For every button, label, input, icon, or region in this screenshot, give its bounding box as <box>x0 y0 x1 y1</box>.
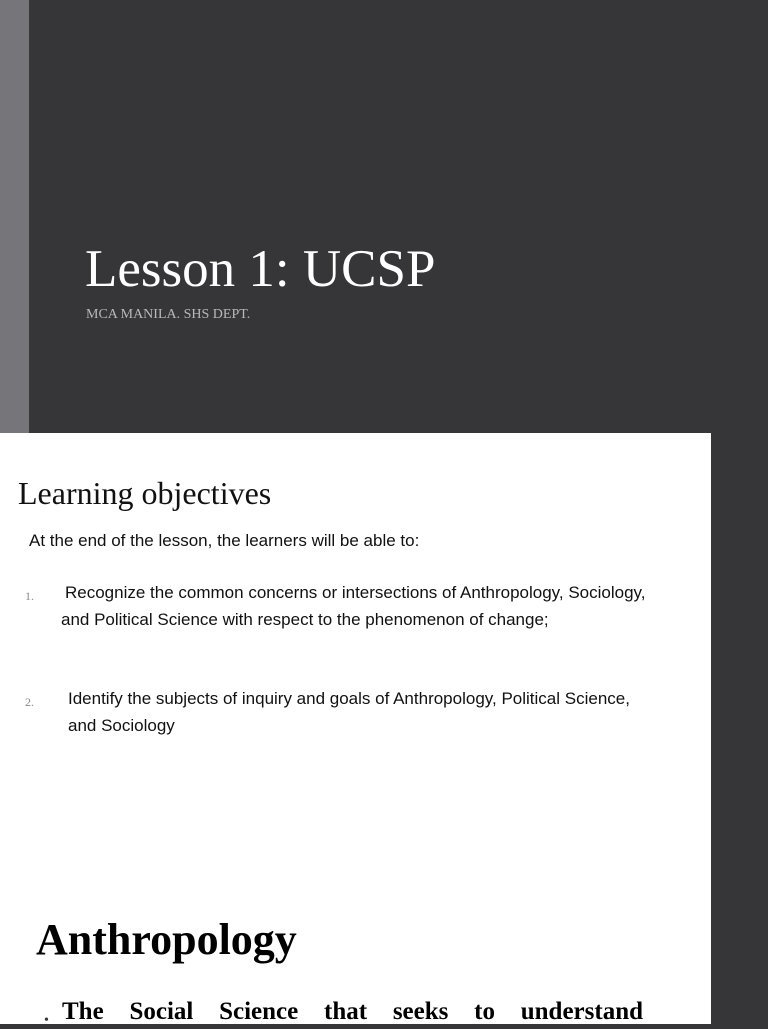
learning-objectives-intro: At the end of the lesson, the learners will be able to: <box>29 531 420 550</box>
content-page <box>0 433 711 1028</box>
slide-subtitle: MCA MANILA. SHS DEPT. <box>86 307 251 322</box>
objective-number-1: 1. <box>25 589 34 603</box>
objective-number-2: 2. <box>25 695 34 709</box>
title-slide <box>0 0 768 433</box>
learning-objectives-heading: Learning objectives <box>18 475 272 511</box>
objective-text-2: Identify the subjects of inquiry and goals of Anthropology, Political Science, and Sociology <box>68 689 630 735</box>
anthropology-definition: The Social Science that seeks to understand <box>62 998 643 1025</box>
slide-title: Lesson 1: UCSP <box>85 240 436 298</box>
bullet-icon: • <box>44 1013 49 1028</box>
anthropology-heading: Anthropology <box>36 915 297 964</box>
objective-text-1: Recognize the common concerns or intersections of Anthropology, Sociology, and Political Science with respect to the phenomenon of change; <box>61 583 646 629</box>
accent-bar <box>0 0 29 433</box>
right-background-strip <box>711 433 768 1024</box>
